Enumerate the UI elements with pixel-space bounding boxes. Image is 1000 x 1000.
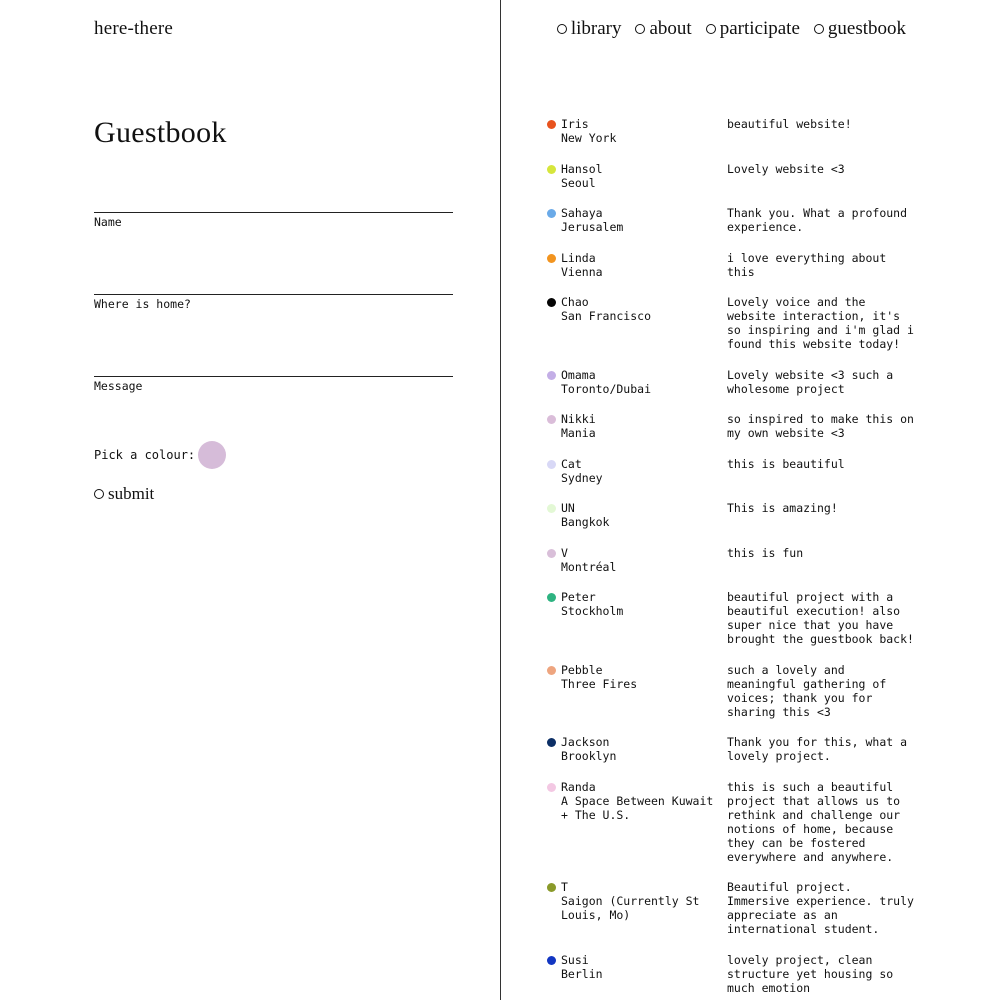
guestbook-entry — [547, 457, 917, 485]
entry-author — [561, 880, 727, 936]
entry-name: Cat — [561, 456, 582, 471]
colour-picker-row — [94, 441, 226, 469]
guestbook-entry — [547, 162, 917, 190]
name-field-group — [94, 185, 453, 229]
entry-author — [561, 295, 727, 351]
guestbook-entries — [547, 117, 917, 1000]
entry-message: so inspired to make this on my own website <3 — [727, 412, 914, 440]
nav-label: library — [570, 18, 622, 39]
entry-message: lovely project, clean structure yet housing so much emotion — [727, 952, 894, 995]
entry-message: beautiful project with a beautiful execution! also super nice that you have brought the guestbook back! — [727, 590, 914, 646]
colour-dot-icon — [547, 254, 556, 263]
column-divider — [500, 0, 501, 1000]
entry-author — [561, 412, 727, 440]
entry-author — [561, 780, 727, 864]
entry-place: Stockholm — [561, 604, 624, 618]
entry-message: this is beautiful — [727, 456, 845, 471]
entry-message: Lovely voice and the website interaction, it's so inspiring and i'm glad i found this website today! — [727, 295, 914, 351]
message-input[interactable] — [94, 349, 453, 377]
colour-dot-icon — [547, 165, 556, 174]
guestbook-entry — [547, 546, 917, 574]
entry-place: A Space Between Kuwait + The U.S. — [561, 793, 714, 822]
nav-participate[interactable] — [706, 18, 800, 40]
entry-author — [561, 501, 727, 529]
main-nav — [557, 18, 906, 40]
entry-author — [561, 206, 727, 234]
entry-name: UN — [561, 501, 575, 515]
entry-name: Peter — [561, 590, 596, 604]
entry-author — [561, 457, 727, 485]
entry-name: Susi — [561, 952, 589, 967]
colour-dot-icon — [547, 298, 556, 307]
entry-author — [561, 546, 727, 574]
entry-place: Berlin — [561, 966, 603, 981]
guestbook-entry — [547, 295, 917, 351]
entry-place: Brooklyn — [561, 749, 617, 763]
colour-dot-icon — [547, 666, 556, 675]
entry-message: Thank you. What a profound experience. — [727, 206, 908, 234]
guestbook-entry — [547, 880, 917, 936]
colour-label: Pick a colour: — [94, 448, 196, 462]
entry-name: Chao — [561, 295, 589, 309]
circle-icon — [94, 489, 104, 499]
entry-message: This is amazing! — [727, 501, 838, 515]
entry-place: Seoul — [561, 175, 596, 190]
guestbook-entry — [547, 368, 917, 396]
circle-icon — [635, 24, 645, 34]
entry-author — [561, 162, 727, 190]
nav-library[interactable] — [557, 18, 622, 40]
submit-label: submit — [108, 484, 155, 503]
nav-label: participate — [719, 18, 800, 39]
entry-message: this is fun — [727, 545, 804, 560]
entry-message: Lovely website <3 such a wholesome project — [727, 367, 894, 396]
colour-dot-icon — [547, 549, 556, 558]
home-label: Where is home? — [94, 297, 191, 311]
entry-name: Jackson — [561, 735, 610, 749]
colour-dot-icon — [547, 460, 556, 469]
colour-dot-icon — [547, 956, 556, 965]
entry-place: Bangkok — [561, 515, 610, 529]
guestbook-entry — [547, 412, 917, 440]
entry-place: Montréal — [561, 559, 617, 574]
site-logo[interactable]: here-there — [94, 18, 173, 39]
entry-name: Linda — [561, 250, 596, 265]
entry-name: Nikki — [561, 412, 596, 426]
guestbook-entry — [547, 953, 917, 995]
name-label: Name — [94, 215, 122, 229]
entry-name: Pebble — [561, 662, 603, 677]
home-field-group — [94, 267, 453, 311]
colour-dot-icon — [547, 504, 556, 513]
entry-name: Iris — [561, 117, 589, 131]
entry-message: Lovely website <3 — [727, 161, 845, 176]
guestbook-entry — [547, 663, 917, 719]
entry-place: Mania — [561, 426, 596, 440]
entry-place: Sydney — [561, 470, 603, 485]
circle-icon — [814, 24, 824, 34]
guestbook-entry — [547, 780, 917, 864]
entry-author — [561, 590, 727, 646]
entry-message: i love everything about this — [727, 250, 887, 279]
guestbook-entry — [547, 735, 917, 763]
message-field-group — [94, 349, 453, 393]
guestbook-entry — [547, 206, 917, 234]
circle-icon — [557, 24, 567, 34]
name-input[interactable] — [94, 185, 453, 213]
entry-message: beautiful website! — [727, 117, 852, 131]
entry-name: V — [561, 545, 568, 560]
colour-dot-icon — [547, 593, 556, 602]
guestbook-entry — [547, 501, 917, 529]
colour-dot-icon — [547, 209, 556, 218]
entry-place: Toronto/Dubai — [561, 381, 652, 396]
page-title: Guestbook — [94, 116, 227, 149]
nav-guestbook[interactable] — [814, 18, 906, 40]
guestbook-entry — [547, 251, 917, 279]
colour-dot-icon — [547, 415, 556, 424]
entry-message: such a lovely and meaningful gathering of voices; thank you for sharing this <3 — [727, 662, 887, 719]
entry-place: Vienna — [561, 264, 603, 279]
entry-author — [561, 953, 727, 995]
entry-author — [561, 368, 727, 396]
colour-dot-icon — [547, 371, 556, 380]
entry-place: Jerusalem — [561, 220, 624, 234]
colour-dot-icon — [547, 120, 556, 129]
colour-dot-icon — [547, 883, 556, 892]
message-label: Message — [94, 379, 143, 393]
entry-place: Saigon (Currently St Louis, Mo) — [561, 894, 700, 922]
entry-name: T — [561, 880, 568, 894]
guestbook-entry — [547, 117, 917, 145]
entry-place: Three Fires — [561, 676, 638, 691]
entry-name: Hansol — [561, 161, 603, 176]
guestbook-entry — [547, 590, 917, 646]
entry-author — [561, 117, 727, 145]
entry-name: Randa — [561, 779, 596, 794]
submit-button[interactable] — [94, 484, 154, 504]
entry-place: New York — [561, 131, 617, 145]
nav-label: guestbook — [827, 18, 906, 39]
entry-author — [561, 735, 727, 763]
home-input[interactable] — [94, 267, 453, 295]
entry-author — [561, 663, 727, 719]
entry-name: Omama — [561, 367, 596, 382]
colour-swatch[interactable] — [198, 441, 226, 469]
colour-dot-icon — [547, 783, 556, 792]
circle-icon — [706, 24, 716, 34]
nav-label: about — [649, 18, 692, 39]
entry-author — [561, 251, 727, 279]
colour-dot-icon — [547, 738, 556, 747]
nav-about[interactable] — [635, 18, 691, 40]
entry-message: this is such a beautiful project that allows us to rethink and challenge our notions of home, because they can be fostered everywhere and anywhere. — [727, 779, 901, 864]
entry-message: Thank you for this, what a lovely project. — [727, 735, 908, 763]
entry-name: Sahaya — [561, 206, 603, 220]
entry-message: Beautiful project. Immersive experience. truly appreciate as an international student. — [727, 880, 914, 936]
entry-place: San Francisco — [561, 309, 652, 323]
